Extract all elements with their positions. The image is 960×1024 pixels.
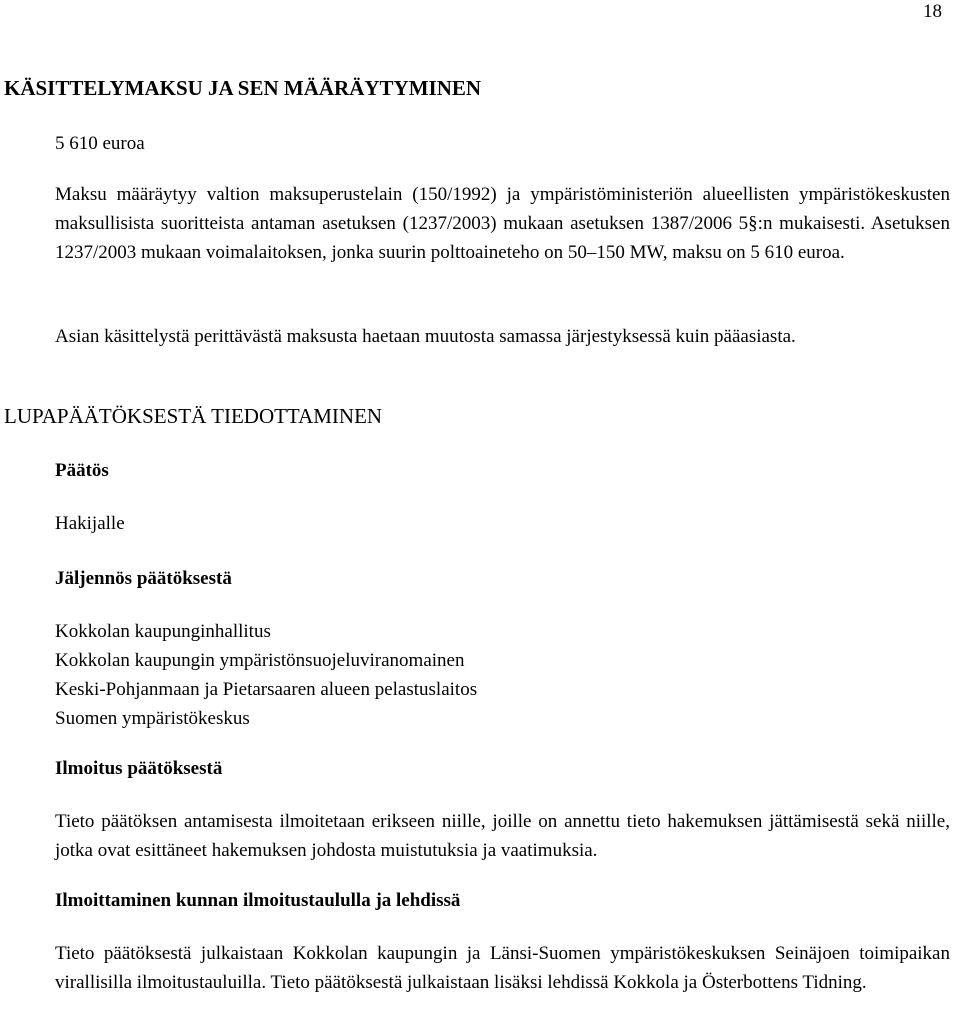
copy-recipient-list [55,617,950,733]
notice-title: Ilmoitus päätöksestä [55,758,223,779]
fee-appeal-paragraph: Asian käsittelystä perittävästä maksusta haetaan muutosta samassa järjestyksessä kuin pääasiasta. [55,326,796,347]
decision-recipient: Hakijalle [55,513,125,534]
list-item: Keski-Pohjanmaan ja Pietarsaaren alueen pelastuslaitos [55,679,478,700]
fee-amount: 5 610 euroa [55,133,145,154]
board-title: Ilmoittaminen kunnan ilmoitustaululla ja lehdissä [55,890,461,911]
fee-basis-paragraph: Maksu määräytyy valtion maksuperustelain (150/1992) ja ympäristöministeriön alueellisten ympäristökeskusten maksullisista suoritteista antaman asetuksen (1237/2003) mukaan asetuksen 1387/2006 5§:n mukaisesti. Asetuksen 1237/2003 mukaan voimalaitoksen, jonka suurin polttoaineteho on 50–150 MW, maksu on 5 610 euroa. [55,184,950,263]
notice-paragraph: Tieto päätöksen antamisesta ilmoitetaan erikseen niille, joille on annettu tieto hakemuksen jättämisestä sekä niille, jotka ovat esittäneet hakemuksen johdosta muistutuksia ja vaatimuksia. [55,811,950,861]
section-heading-fee: KÄSITTELYMAKSU JA SEN MÄÄRÄYTYMINEN [4,76,482,100]
section-heading-notification: LUPAPÄÄTÖKSESTÄ TIEDOTTAMINEN [4,404,383,428]
list-item: Suomen ympäristökeskus [55,708,250,729]
list-item: Kokkolan kaupungin ympäristönsuojeluviranomainen [55,650,465,671]
copy-title: Jäljennös päätöksestä [55,568,232,589]
decision-title: Päätös [55,460,109,481]
list-item: Kokkolan kaupunginhallitus [55,621,271,642]
page-number: 18 [923,1,942,22]
board-paragraph: Tieto päätöksestä julkaistaan Kokkolan kaupungin ja Länsi-Suomen ympäristökeskuksen Seinäjoen toimipaikan virallisilla ilmoitustauluilla. Tieto päätöksestä julkaistaan lisäksi lehdissä Kokkola ja Österbottens Tidning. [55,943,950,993]
